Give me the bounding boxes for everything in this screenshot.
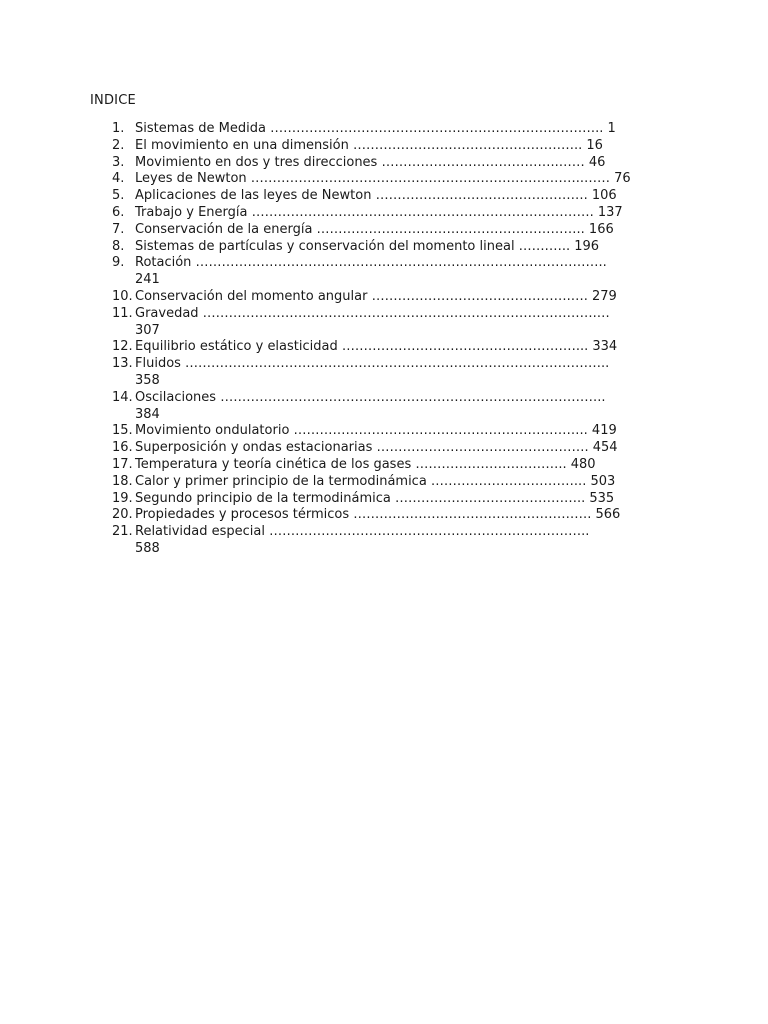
toc-entry bbox=[0, 440, 768, 457]
toc-entry-number: 19. bbox=[112, 490, 133, 506]
toc-entry-text: Equilibrio estático y elasticidad ………………………………………………... 334 bbox=[135, 339, 618, 355]
toc-entry bbox=[0, 306, 768, 340]
toc-entry-number: 13. bbox=[112, 356, 133, 372]
toc-entry-number: 21. bbox=[112, 524, 133, 540]
toc-entry bbox=[0, 339, 768, 356]
toc-entry-text: Conservación de la energía …………………………………………………….. 166 bbox=[135, 221, 614, 237]
toc-entry bbox=[0, 423, 768, 440]
toc-entry bbox=[0, 390, 768, 424]
toc-entry-text: Movimiento en dos y tres direcciones …………………………………..…… 46 bbox=[135, 154, 606, 170]
toc-entry-number: 1. bbox=[112, 121, 125, 136]
toc-entry bbox=[0, 222, 768, 239]
index-heading: INDICE bbox=[90, 93, 136, 108]
toc-entry-number: 6. bbox=[112, 204, 125, 220]
toc-entry-text: Aplicaciones de las leyes de Newton …………………………………………. 106 bbox=[135, 188, 617, 204]
toc-entry-text: Trabajo y Energía ……………………………………………………………………. 137 bbox=[135, 204, 623, 220]
toc-entry bbox=[0, 491, 768, 508]
toc-entry-text: Oscilaciones …………………………………………………………………………….. bbox=[135, 389, 606, 405]
toc-entry-text: Leyes de Newton …………………………………………………………………..…… 76 bbox=[135, 171, 631, 187]
toc-entry-text: Movimiento ondulatorio ………………………………………………………….. 419 bbox=[135, 423, 617, 439]
toc-entry bbox=[0, 188, 768, 205]
toc-entry-number: 17. bbox=[112, 456, 133, 472]
toc-entry-number: 2. bbox=[112, 137, 125, 153]
toc-entry-number: 12. bbox=[112, 339, 133, 355]
toc-entry-text: Relatividad especial ……………………………………………………………….. bbox=[135, 524, 590, 540]
toc-entry-number: 10. bbox=[112, 288, 133, 304]
toc-entry-text: Superposición y ondas estacionarias …………………………………………. 454 bbox=[135, 440, 618, 456]
toc-entry-text: Rotación ………………………………………………………………………………….. bbox=[135, 255, 607, 271]
toc-entry bbox=[0, 474, 768, 491]
toc-entry-number: 7. bbox=[112, 221, 125, 237]
toc-entry-text: Sistemas de Medida ………………………………………………………………….. 1 bbox=[135, 121, 616, 136]
toc-entry-text: Conservación del momento angular ……………………………………….…. 279 bbox=[135, 288, 617, 304]
toc-entry bbox=[0, 255, 768, 289]
toc-entry-number: 8. bbox=[112, 238, 125, 254]
toc-entry bbox=[0, 239, 768, 256]
toc-entry bbox=[0, 138, 768, 155]
toc-entry-number: 18. bbox=[112, 473, 133, 489]
toc-entry-text: Fluidos …………………………………………………………………………………….. bbox=[135, 356, 610, 372]
toc-entry-page: 307 bbox=[135, 322, 160, 338]
toc-entry bbox=[0, 155, 768, 172]
toc-entry-number: 14. bbox=[112, 389, 133, 405]
toc-entry-page: 358 bbox=[135, 372, 160, 388]
toc-entry-number: 4. bbox=[112, 171, 125, 187]
toc-entry bbox=[0, 524, 768, 558]
toc-entry-text: Segundo principio de la termodinámica …………………………………….. 535 bbox=[135, 490, 615, 506]
toc-entry bbox=[0, 121, 768, 138]
toc-entry-number: 20. bbox=[112, 507, 133, 523]
toc-entry-page: 384 bbox=[135, 406, 160, 422]
toc-entry-number: 3. bbox=[112, 154, 125, 170]
toc-entry-text: El movimiento en una dimensión …………………………………………….. 16 bbox=[135, 137, 603, 153]
toc-entry bbox=[0, 356, 768, 390]
toc-entry-text: Propiedades y procesos térmicos ………………………………………………. 566 bbox=[135, 507, 621, 523]
toc-entry bbox=[0, 205, 768, 222]
toc-entry-number: 16. bbox=[112, 440, 133, 456]
toc-entry-text: Temperatura y teoría cinética de los gases …………………………….. 480 bbox=[135, 456, 596, 472]
toc-entry bbox=[0, 289, 768, 306]
toc-entry-number: 15. bbox=[112, 423, 133, 439]
toc-entry-text: Gravedad ……………………………………………………………………………….… bbox=[135, 305, 610, 321]
toc-entry-number: 11. bbox=[112, 305, 133, 321]
toc-entry bbox=[0, 507, 768, 524]
toc-entry-page: 588 bbox=[135, 540, 160, 556]
toc-entry-number: 9. bbox=[112, 255, 125, 271]
table-of-contents bbox=[0, 121, 768, 558]
toc-entry-number: 5. bbox=[112, 188, 125, 204]
toc-entry-text: Calor y primer principio de la termodinámica ……………………………... 503 bbox=[135, 473, 616, 489]
toc-entry-page: 241 bbox=[135, 272, 160, 288]
toc-entry bbox=[0, 457, 768, 474]
toc-entry-text: Sistemas de partículas y conservación del momento lineal …….….. 196 bbox=[135, 238, 600, 254]
toc-entry bbox=[0, 171, 768, 188]
